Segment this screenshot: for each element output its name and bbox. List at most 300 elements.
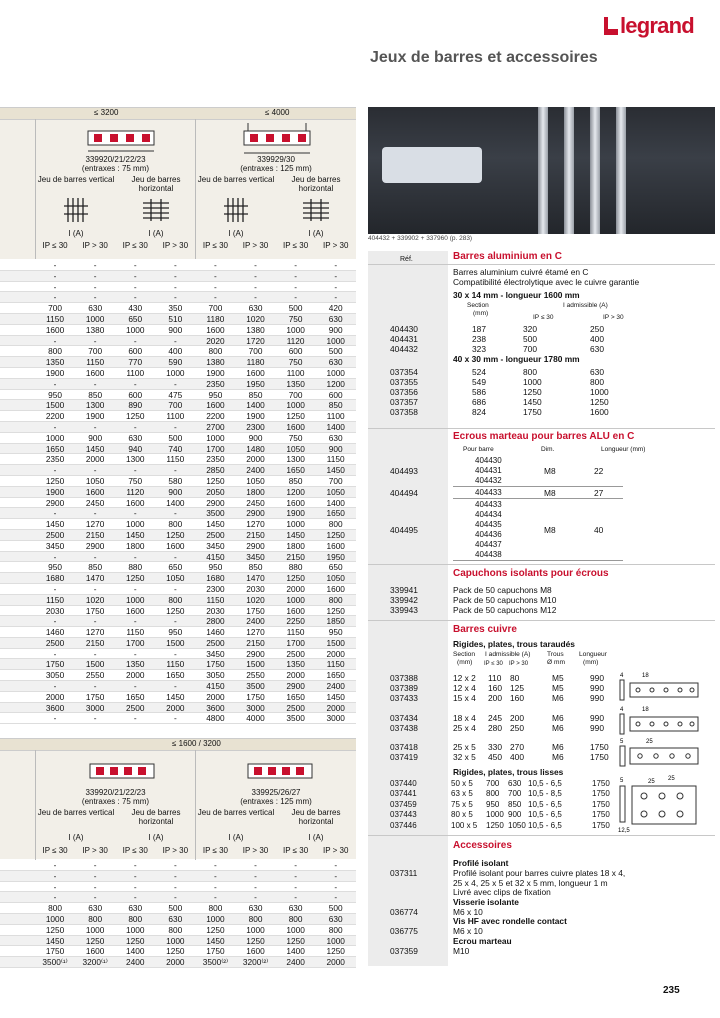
table-cell: 2500 (45, 529, 65, 540)
row-spacer (0, 703, 35, 713)
table-cell: 2550 (85, 670, 105, 681)
copper-bar-drawing-c (618, 735, 700, 769)
row-spacer (0, 882, 35, 892)
table-row (368, 456, 715, 466)
table-row (0, 882, 356, 893)
table-cell: 600 (288, 346, 303, 357)
table-cell: - (173, 681, 177, 692)
table-row (0, 498, 356, 509)
table-row (0, 476, 356, 487)
table-cell: 630 (128, 432, 143, 443)
table-cell: 1000 (166, 935, 185, 946)
table-row (0, 692, 356, 703)
table-cell: - (53, 881, 57, 892)
table-cell: 25 x 4 (453, 723, 476, 733)
table-cell: 770 (128, 357, 143, 368)
row-spacer (0, 519, 35, 529)
table-cell: 2400 (286, 957, 305, 968)
table-row (0, 487, 356, 498)
table-row (0, 465, 356, 476)
table-cell: 1900 (45, 367, 65, 378)
table-cell: - (93, 551, 97, 562)
table-cell: 1700 (286, 637, 305, 648)
table-cell: 404431 (475, 466, 502, 475)
table-cell: M6 (552, 713, 564, 723)
table-cell: 3600 (206, 702, 225, 713)
table-cell: 1900 (286, 508, 305, 519)
ref-code: 037354 (390, 367, 418, 377)
table-cell: 500 (288, 303, 303, 314)
table-cell: 600 (328, 389, 343, 400)
col-vertical-125: Jeu de barres vertical (197, 175, 275, 184)
col-section: Section (467, 302, 489, 309)
table-cell: 1000 (206, 432, 225, 443)
table-cell: 800 (88, 913, 103, 924)
table-cell: 1250 (326, 946, 345, 957)
table-cell: M6 (552, 693, 564, 703)
table-row (0, 627, 356, 638)
table-cell: 1750 (206, 946, 225, 957)
table-cell: - (294, 260, 297, 270)
current-range-right: ≤ 4000 (265, 108, 290, 117)
table-cell: 3500⁽¹⁾ (42, 957, 68, 968)
table-cell: 700 (88, 346, 103, 357)
table-cell: - (334, 860, 338, 870)
table-cell: 1600 (286, 605, 305, 616)
table-cell: 1000 (45, 432, 65, 443)
table-cell: 650 (328, 562, 343, 573)
table-row (0, 914, 356, 925)
table-cell: 10,5 - 6,5 (528, 810, 562, 820)
ref-code: 404431 (390, 334, 418, 344)
table-row (368, 488, 715, 498)
table-cell: 900 (168, 486, 183, 497)
table-cell: 850 (508, 799, 522, 809)
ref-code: 037441 (390, 789, 417, 799)
ip-label: IP > 30 (162, 846, 189, 855)
table-row (368, 324, 715, 334)
ref-code: 037388 (390, 673, 418, 683)
table-cell: 850 (328, 400, 343, 411)
brand-logo (604, 14, 694, 38)
table-cell: 2250 (286, 616, 305, 627)
col-mm: (mm) (473, 310, 489, 317)
table-cell: 1900 (85, 411, 105, 422)
table-cell: - (93, 583, 97, 594)
table-cell: 2350 (206, 454, 225, 465)
table-cell: 25 x 5 (453, 742, 476, 752)
table-cell: 1400 (326, 497, 345, 508)
table-cell: 1750 (592, 779, 610, 788)
table-2 (0, 738, 356, 968)
table-row (368, 926, 715, 936)
table-cell: 1300 (85, 400, 105, 411)
table-cell: 404434 (475, 510, 502, 519)
table-cell: 2000 (166, 702, 185, 713)
table-row (0, 925, 356, 936)
table-cell: 1150 (326, 659, 345, 670)
table-cell: - (173, 713, 177, 724)
table-cell: 750 (288, 357, 303, 368)
table-cell: M6 x 10 (453, 926, 483, 937)
table-cell: 1750 (590, 742, 609, 752)
dim-label: 4 (620, 673, 624, 679)
table-row (368, 525, 715, 535)
table-cell: 50 x 5 (451, 779, 473, 788)
table-cell: 1150 (46, 594, 64, 605)
table-cell: 800 (168, 594, 183, 605)
table-cell: 1250 (126, 935, 145, 946)
row-spacer (0, 336, 35, 346)
row-spacer (0, 692, 35, 702)
table-cell: 1700 (126, 637, 145, 648)
table-cell: 1650 (286, 465, 305, 476)
table-cell: 800 (48, 903, 62, 914)
table-cell: 1000 (85, 924, 105, 935)
table-cell: 1470 (246, 573, 265, 584)
table-row (368, 878, 715, 888)
dim-label: 4 (620, 707, 624, 713)
table-cell: 1000 (286, 924, 305, 935)
table-row (368, 377, 715, 387)
ip-label: IP ≤ 30 (122, 241, 148, 250)
table-cell: 880 (288, 562, 303, 573)
table-cell: 1600 (126, 605, 145, 616)
table-cell: 1250 (286, 573, 305, 584)
table-cell: 2300 (206, 583, 225, 594)
table-cell: 1300 (286, 454, 305, 465)
ip-label: IP > 30 (242, 241, 269, 250)
table-cell: 900 (248, 432, 263, 443)
table-cell: - (53, 378, 57, 389)
table-cell: 1000 (486, 810, 504, 820)
table-cell: 800 (328, 594, 343, 605)
table-cell: 1200 (286, 486, 305, 497)
table-1-header (0, 107, 356, 259)
col-longueur: Longueur (579, 651, 607, 658)
ref-code: 339941 (390, 585, 418, 595)
table-cell: 2500 (206, 529, 225, 540)
table-row (0, 530, 356, 541)
row-spacer (0, 552, 35, 562)
table-cell: 1350 (286, 659, 305, 670)
table-cell: 3450 (246, 551, 265, 562)
row-spacer (0, 357, 35, 367)
table-cell: 2400 (246, 616, 265, 627)
table-cell: 630 (248, 903, 263, 914)
table-row (0, 314, 356, 325)
table-cell: M5 (552, 673, 564, 683)
table-cell: - (173, 292, 177, 303)
current-label: I (A) (148, 229, 164, 238)
table-cell: 1750 (592, 810, 610, 820)
table-cell: 1000 (326, 367, 345, 378)
table-cell: 2300 (246, 421, 265, 432)
table-row (0, 606, 356, 617)
alu-desc-1: Barres aluminium cuivré étamé en C (453, 267, 589, 277)
table-cell: - (334, 292, 338, 303)
ref-code: 037418 (390, 742, 418, 752)
table-2-header (0, 738, 356, 859)
table-cell: 1750 (85, 691, 105, 702)
table-row (0, 346, 356, 357)
table-cell: - (173, 583, 177, 594)
table-cell: 2500 (286, 702, 305, 713)
table-cell: - (334, 881, 338, 892)
table-cell: 1650 (326, 508, 345, 519)
table-cell: 1300 (126, 454, 145, 465)
section-title-capuchons: Capuchons isolants pour écrous (453, 568, 609, 579)
table-row (0, 946, 356, 957)
table-cell: - (214, 281, 217, 292)
table-cell: 630 (590, 344, 604, 354)
row-spacer (0, 346, 35, 356)
table-cell: - (93, 860, 97, 870)
table-cell: - (214, 892, 217, 903)
table-cell: 500 (328, 903, 343, 914)
table-cell: 1000 (85, 313, 105, 324)
table-cell: 187 (472, 324, 486, 334)
table-cell: 800 (590, 377, 604, 387)
alu-sub-2: 40 x 30 mm - longueur 1780 mm (453, 354, 580, 364)
table-cell: 200 (488, 693, 502, 703)
table-row (0, 422, 356, 433)
table-cell: 1750 (45, 946, 65, 957)
table-cell: 404433 (475, 500, 502, 509)
table-cell: 1900 (45, 486, 65, 497)
table-cell: 630 (288, 903, 303, 914)
ref-code: 404432 (390, 344, 418, 354)
table-cell: 1120 (126, 486, 145, 497)
table-cell: - (53, 583, 57, 594)
table-row (0, 616, 356, 627)
ref-code: 404495 (390, 525, 418, 535)
section-title-ecrous: Ecrous marteau pour barres ALU en C (453, 431, 635, 442)
table-cell: 25 x 4, 25 x 5 et 32 x 5 mm, longueur 1 m (453, 877, 608, 888)
table-row (0, 519, 356, 530)
table-cell: 800 (328, 924, 343, 935)
table-cell: 3000 (246, 702, 265, 713)
table-cell: 430 (128, 303, 143, 314)
row-spacer (0, 925, 35, 935)
table-cell: - (93, 508, 97, 519)
table-row (368, 550, 715, 560)
row-spacer (0, 411, 35, 421)
table-cell: 2450 (246, 497, 265, 508)
table-cell: 1000 (590, 387, 609, 397)
table-cell: 1100 (166, 411, 185, 422)
table-cell: 800 (523, 367, 537, 377)
table-cell: 1600 (166, 540, 185, 551)
table-cell: 2030 (45, 605, 65, 616)
table-row (368, 868, 715, 878)
row-spacer (0, 659, 35, 669)
table-cell: 420 (328, 303, 343, 314)
col-dim: Dim. (541, 446, 555, 453)
table-cell: 1500 (166, 637, 185, 648)
dim-label: 12,5 (618, 828, 630, 834)
ref-code: 037356 (390, 387, 418, 397)
table-cell: 400 (590, 334, 604, 344)
ref-code: 037358 (390, 407, 418, 417)
table-cell: - (254, 870, 257, 881)
table-cell: 1750 (85, 605, 105, 616)
table-cell: 75 x 5 (451, 799, 473, 809)
table-row (368, 907, 715, 917)
table-cell: 1050 (326, 486, 345, 497)
table-cell: 2000 (326, 702, 345, 713)
table-cell: 1470 (85, 573, 105, 584)
table-cell: 2350 (45, 454, 65, 465)
table-cell: 110 (488, 673, 502, 683)
ip-label: IP ≤ 30 (202, 846, 228, 855)
table-cell: 630 (328, 357, 343, 368)
table-cell: 880 (128, 562, 143, 573)
table-cell: 950 (48, 562, 62, 573)
table-cell: 1400 (246, 400, 265, 411)
row-spacer (0, 541, 35, 551)
table-cell: - (53, 860, 57, 870)
table-cell: 1150 (166, 454, 185, 465)
col-horizontal-125: Jeu de barres horizontal (291, 175, 341, 193)
table-row (0, 713, 356, 724)
table-cell: 800 (486, 789, 500, 799)
table-cell: 850 (248, 389, 263, 400)
table-cell: 1450 (286, 529, 305, 540)
table-cell: - (294, 270, 297, 281)
table-cell: - (133, 281, 137, 292)
table-row (0, 703, 356, 714)
table-cell: 63 x 5 (451, 789, 473, 799)
table-cell: 1600 (286, 497, 305, 508)
col-i-admissible: I admissible (A) (485, 651, 531, 658)
ref-code: 404430 (390, 324, 418, 334)
table-row (0, 670, 356, 681)
col-ip-le30: IP ≤ 30 (533, 314, 554, 321)
ref-code: 037355 (390, 377, 418, 387)
table-cell: 2150 (246, 529, 265, 540)
table-cell: 990 (590, 713, 604, 723)
table-cell: 1000 (286, 519, 305, 530)
ref-code: 037434 (390, 713, 418, 723)
table-cell: 1460 (45, 627, 65, 638)
table-cell: 1250 (523, 387, 542, 397)
table-cell: 125 (510, 683, 524, 693)
table-cell: 1650 (326, 670, 345, 681)
vertical-bars-icon (222, 197, 250, 223)
table-cell: 800 (48, 346, 62, 357)
table-row (0, 584, 356, 595)
table-cell: - (254, 892, 257, 903)
col-mm: (mm) (457, 659, 473, 666)
table-cell: 630 (88, 903, 103, 914)
product-photo (368, 107, 715, 234)
table-cell: 1020 (246, 313, 265, 324)
row-spacer (0, 433, 35, 443)
table-cell: 1720 (246, 335, 265, 346)
vertical-bars-icon (62, 197, 90, 223)
ip-label: IP ≤ 30 (42, 846, 68, 855)
table-cell: - (93, 292, 97, 303)
system-ref-75: 339920/21/22/23 (85, 155, 146, 164)
table-cell: 2500 (126, 702, 145, 713)
current-range: ≤ 1600 / 3200 (172, 739, 221, 748)
table-cell: 1150 (126, 627, 145, 638)
table-cell: 1000 (523, 377, 542, 387)
table-cell: 1150 (166, 659, 185, 670)
table-cell: 740 (168, 443, 183, 454)
table-cell: - (173, 260, 177, 270)
table-cell: 1150 (206, 594, 225, 605)
table-cell: 2400 (326, 681, 345, 692)
table-cell: 1650 (45, 443, 65, 454)
row-divider (453, 486, 623, 487)
table-cell: 1350 (45, 357, 65, 368)
table-row (0, 681, 356, 692)
table-cell: 1000 (326, 935, 345, 946)
row-spacer (0, 627, 35, 637)
copper-bar-drawing-a (618, 669, 700, 703)
table-cell: 1600 (246, 367, 265, 378)
table-cell: 1250 (286, 411, 305, 422)
row-spacer (0, 465, 35, 475)
table-cell: 1250 (206, 475, 225, 486)
table-cell: 2000 (246, 454, 265, 465)
table-cell: 1250 (286, 935, 305, 946)
section-title-alu: Barres aluminium en C (453, 251, 562, 262)
table-cell: 900 (328, 324, 343, 335)
row-spacer (0, 498, 35, 508)
table-1 (0, 107, 356, 727)
table-cell: 1680 (45, 573, 65, 584)
logo-mark-icon (604, 17, 618, 35)
table-cell: 3050 (206, 670, 225, 681)
item-name: Ecrou marteau (453, 936, 512, 946)
busbar-diagram-75-icon (84, 121, 158, 157)
table-cell: 1050 (246, 475, 265, 486)
row-spacer (0, 314, 35, 324)
system-ref-125: 339925/26/27 (251, 788, 301, 797)
table-1-body (0, 260, 356, 724)
table-cell: 1000 (286, 400, 305, 411)
table-cell: 3000 (326, 713, 345, 724)
table-cell: 2050 (206, 486, 225, 497)
item-name: Vis HF avec rondelle contact (453, 916, 567, 927)
ip-label: IP > 30 (322, 846, 349, 855)
table-cell: - (173, 270, 177, 281)
table-cell: 404438 (475, 550, 502, 559)
table-cell: - (254, 281, 257, 292)
ref-code: 037459 (390, 799, 417, 809)
current-label: I (A) (148, 833, 164, 842)
table-row (0, 444, 356, 455)
table-cell: 1150 (86, 357, 105, 368)
table-cell: 1750 (592, 789, 610, 799)
table-cell: 2400 (246, 465, 265, 476)
table-cell: - (133, 583, 137, 594)
table-cell: 1450 (166, 691, 185, 702)
table-cell: 2700 (206, 421, 225, 432)
row-divider (453, 560, 623, 561)
row-spacer (0, 936, 35, 946)
table-cell: 1600 (85, 486, 105, 497)
row-spacer (0, 584, 35, 594)
table-cell: Pack de 50 capuchons M8 (453, 585, 552, 595)
table-cell: 2000 (326, 648, 345, 659)
ip-label: IP ≤ 30 (283, 241, 309, 250)
table-cell: 600 (128, 346, 143, 357)
table-cell: 404433 (475, 488, 502, 497)
